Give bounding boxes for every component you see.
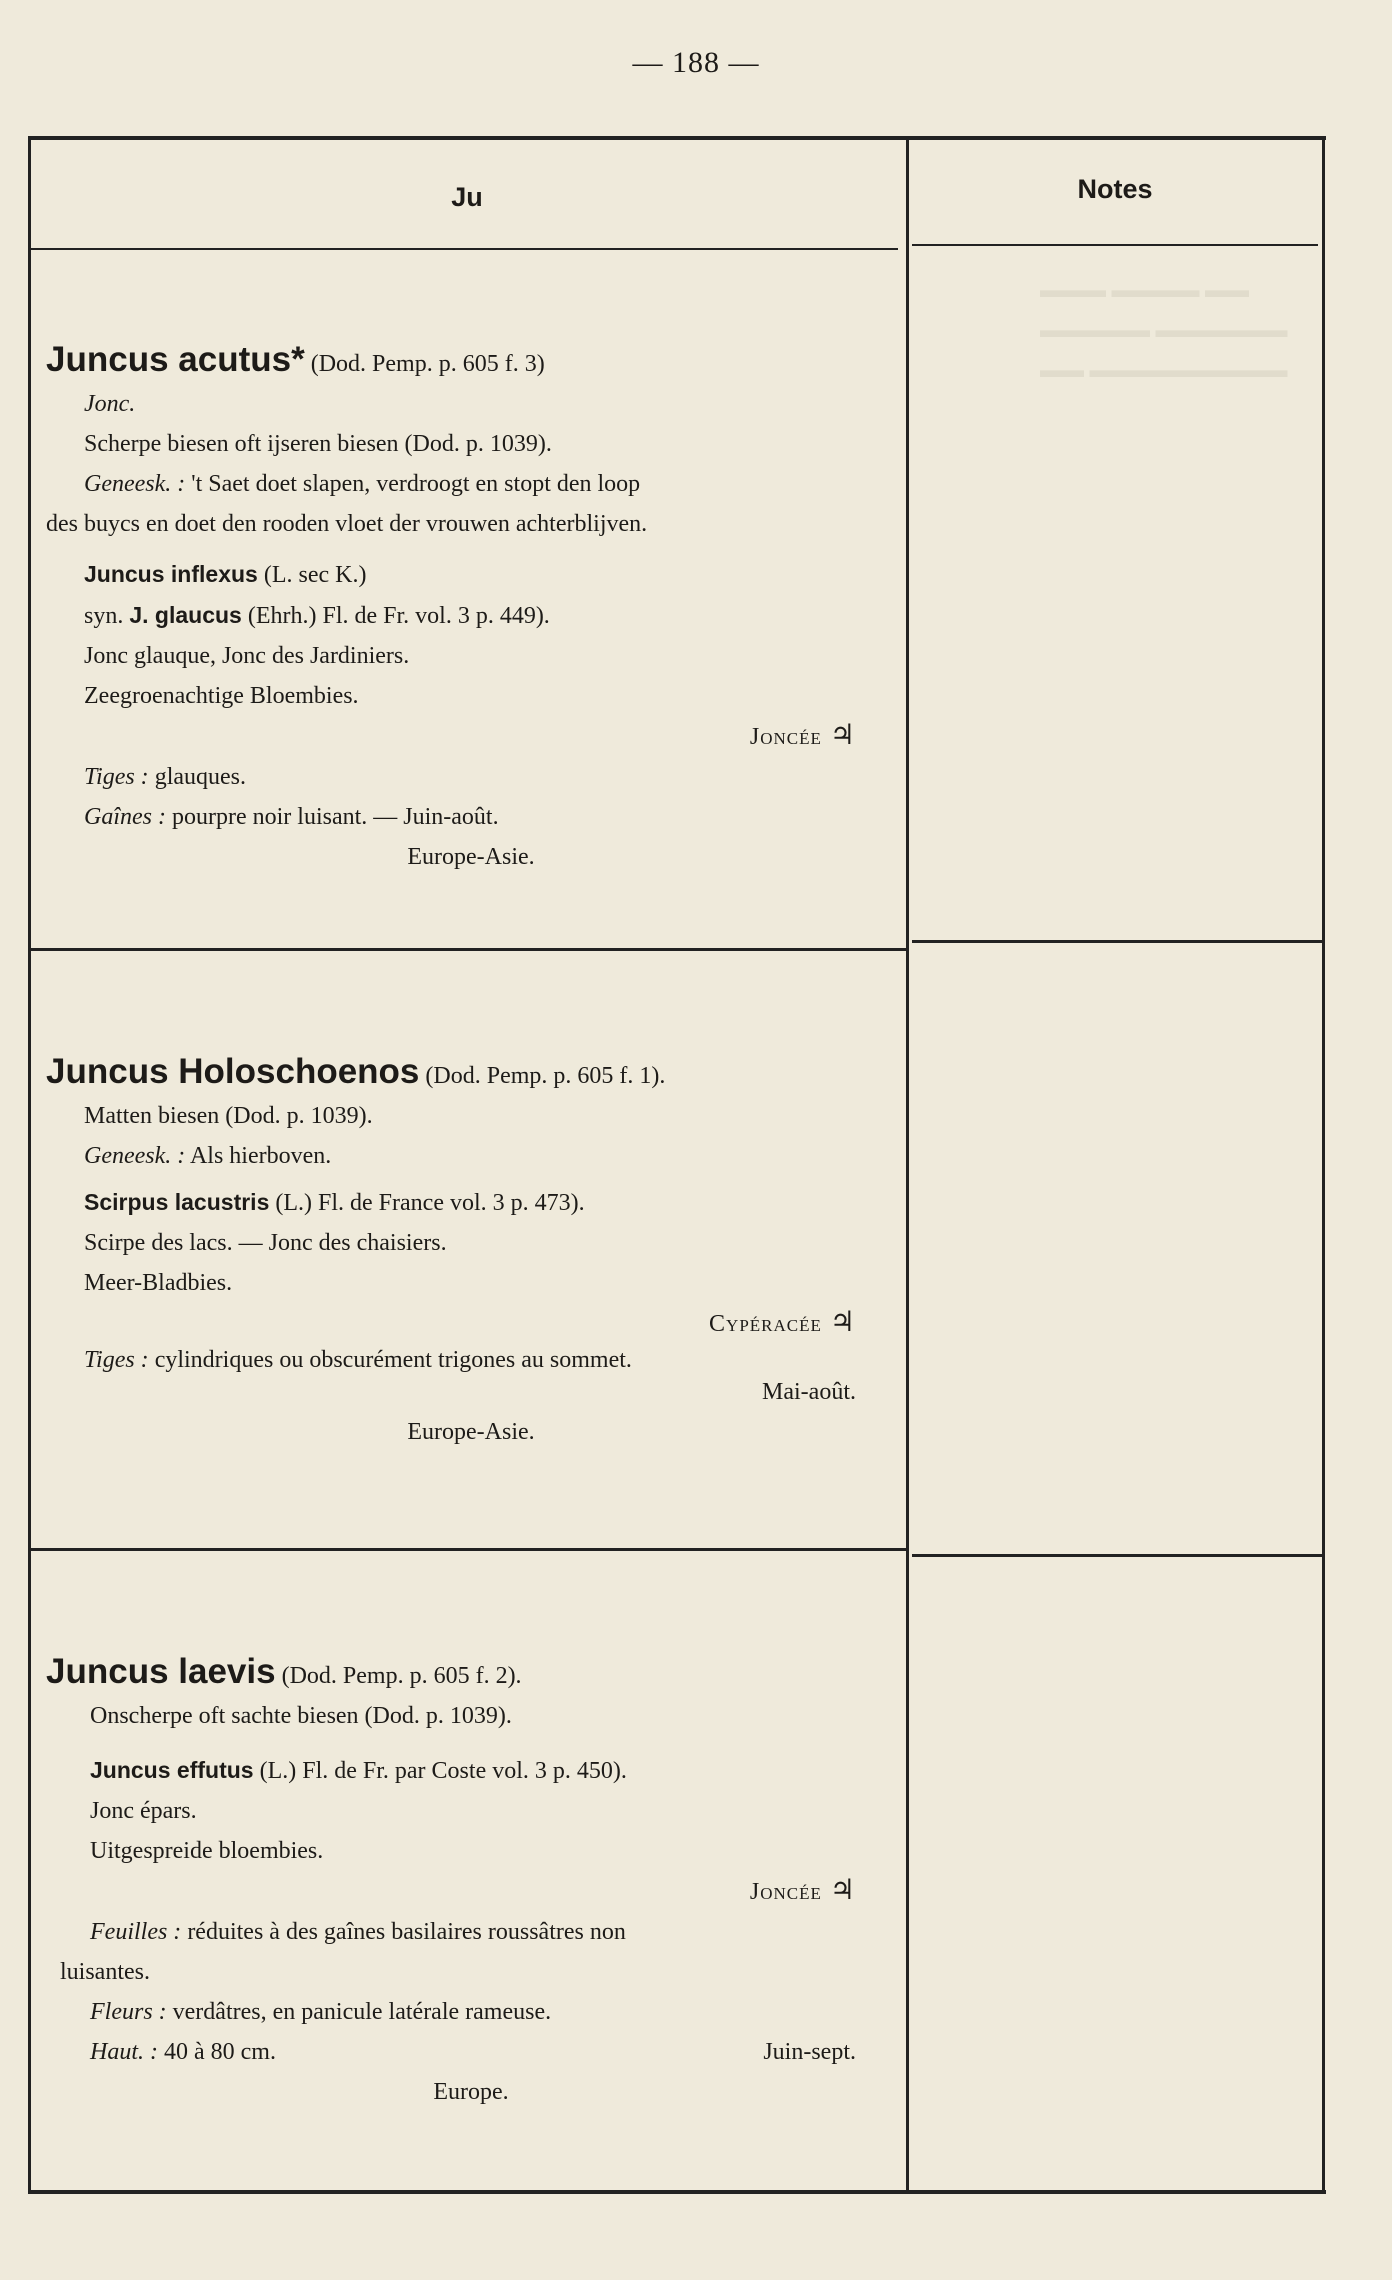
entry-line: Fleurs : verdâtres, en panicule latérale rameuse. bbox=[90, 1999, 552, 2025]
entry-line: des buycs en doet den rooden vloet der vrouwen achterblijven. bbox=[46, 511, 648, 537]
family-label: Joncée ♃ bbox=[749, 1875, 856, 1906]
header-rule-right bbox=[912, 244, 1318, 246]
column-divider bbox=[906, 140, 909, 2190]
entry-line: Scirpe des lacs. — Jonc des chaisiers. bbox=[84, 1230, 447, 1256]
entry-title: Juncus acutus bbox=[46, 340, 292, 379]
column-header-ju: Ju bbox=[451, 182, 483, 212]
entry-line: Geneesk. : Als hierboven. bbox=[84, 1143, 332, 1169]
title-mark: * bbox=[291, 340, 305, 379]
entry-title: Juncus laevis bbox=[46, 1652, 276, 1691]
perennial-symbol-icon: ♃ bbox=[829, 1875, 856, 1906]
entry-line: Mai-août. bbox=[762, 1379, 856, 1405]
entry-reference: (Dod. Pemp. p. 605 f. 1). bbox=[425, 1063, 666, 1089]
family-label: Joncée ♃ bbox=[749, 720, 856, 751]
entry-juncus-acutus bbox=[46, 340, 896, 877]
family-label: Cypéracée ♃ bbox=[709, 1307, 856, 1338]
entry-line: Matten biesen (Dod. p. 1039). bbox=[84, 1103, 373, 1129]
entry-line: luisantes. bbox=[60, 1959, 150, 1985]
entry-line: Feuilles : réduites à des gaînes basilaires roussâtres non bbox=[90, 1919, 626, 1945]
entry-line: syn. J. glaucus (Ehrh.) Fl. de Fr. vol. 3 p. 449). bbox=[84, 602, 550, 629]
entry-distribution: Europe. bbox=[433, 2079, 509, 2105]
row-separator-2-notes bbox=[912, 1554, 1322, 1557]
entry-line: Tiges : cylindriques ou obscurément trigones au sommet. bbox=[84, 1347, 632, 1373]
page-number: — 188 — bbox=[632, 46, 760, 79]
entry-line: Scirpus lacustris (L.) Fl. de France vol. 3 p. 473). bbox=[84, 1189, 585, 1216]
entry-line: Geneesk. : 't Saet doet slapen, verdroogt en stopt den loop bbox=[84, 471, 641, 497]
row-separator-1-notes bbox=[912, 940, 1322, 943]
entry-distribution: Europe-Asie. bbox=[407, 844, 535, 870]
column-header-notes: Notes bbox=[1077, 174, 1153, 204]
entry-line: Onscherpe oft sachte biesen (Dod. p. 1039). bbox=[90, 1703, 512, 1729]
entry-line: Tiges : glauques. bbox=[84, 764, 246, 790]
bleed-through: ▬▬▬ ▬▬▬▬ ▬▬ ▬▬▬▬▬ ▬▬▬▬▬▬ ▬▬ ▬▬▬▬▬▬▬▬▬ bbox=[1040, 277, 1288, 382]
perennial-symbol-icon: ♃ bbox=[829, 720, 856, 751]
row-separator-1 bbox=[28, 948, 906, 951]
entry-reference: (Dod. Pemp. p. 605 f. 3) bbox=[310, 351, 545, 377]
entry-line: Uitgespreide bloembies. bbox=[90, 1838, 324, 1864]
entry-line: Jonc glauque, Jonc des Jardiniers. bbox=[84, 643, 410, 669]
entry-line: Scherpe biesen oft ijseren biesen (Dod. p. 1039). bbox=[84, 431, 552, 457]
perennial-symbol-icon: ♃ bbox=[829, 1307, 856, 1338]
entry-line: Juncus inflexus (L. sec K.) bbox=[84, 561, 367, 588]
header-rule-left bbox=[28, 248, 898, 250]
entry-line: Haut. : 40 à 80 cm. Juin-sept. bbox=[90, 2039, 856, 2065]
entry-distribution: Europe-Asie. bbox=[407, 1419, 535, 1445]
entry-reference: (Dod. Pemp. p. 605 f. 2). bbox=[281, 1663, 522, 1689]
right-border bbox=[1322, 140, 1325, 2190]
left-border bbox=[28, 140, 31, 2190]
entry-line: Meer-Bladbies. bbox=[84, 1270, 233, 1296]
entry-juncus-laevis bbox=[46, 1652, 896, 2112]
entry-line: Zeegroenachtige Bloembies. bbox=[84, 683, 359, 709]
row-separator-2 bbox=[28, 1548, 906, 1551]
entry-line: Juncus effutus (L.) Fl. de Fr. par Coste vol. 3 p. 450). bbox=[90, 1757, 627, 1784]
entry-line: Jonc épars. bbox=[90, 1798, 197, 1824]
entry-title: Juncus Holoschoenos bbox=[46, 1052, 420, 1091]
entry-juncus-holoschoenos bbox=[46, 1052, 896, 1452]
entry-line: Jonc. bbox=[84, 391, 136, 417]
entry-line: Gaînes : pourpre noir luisant. — Juin-août. bbox=[84, 804, 499, 830]
